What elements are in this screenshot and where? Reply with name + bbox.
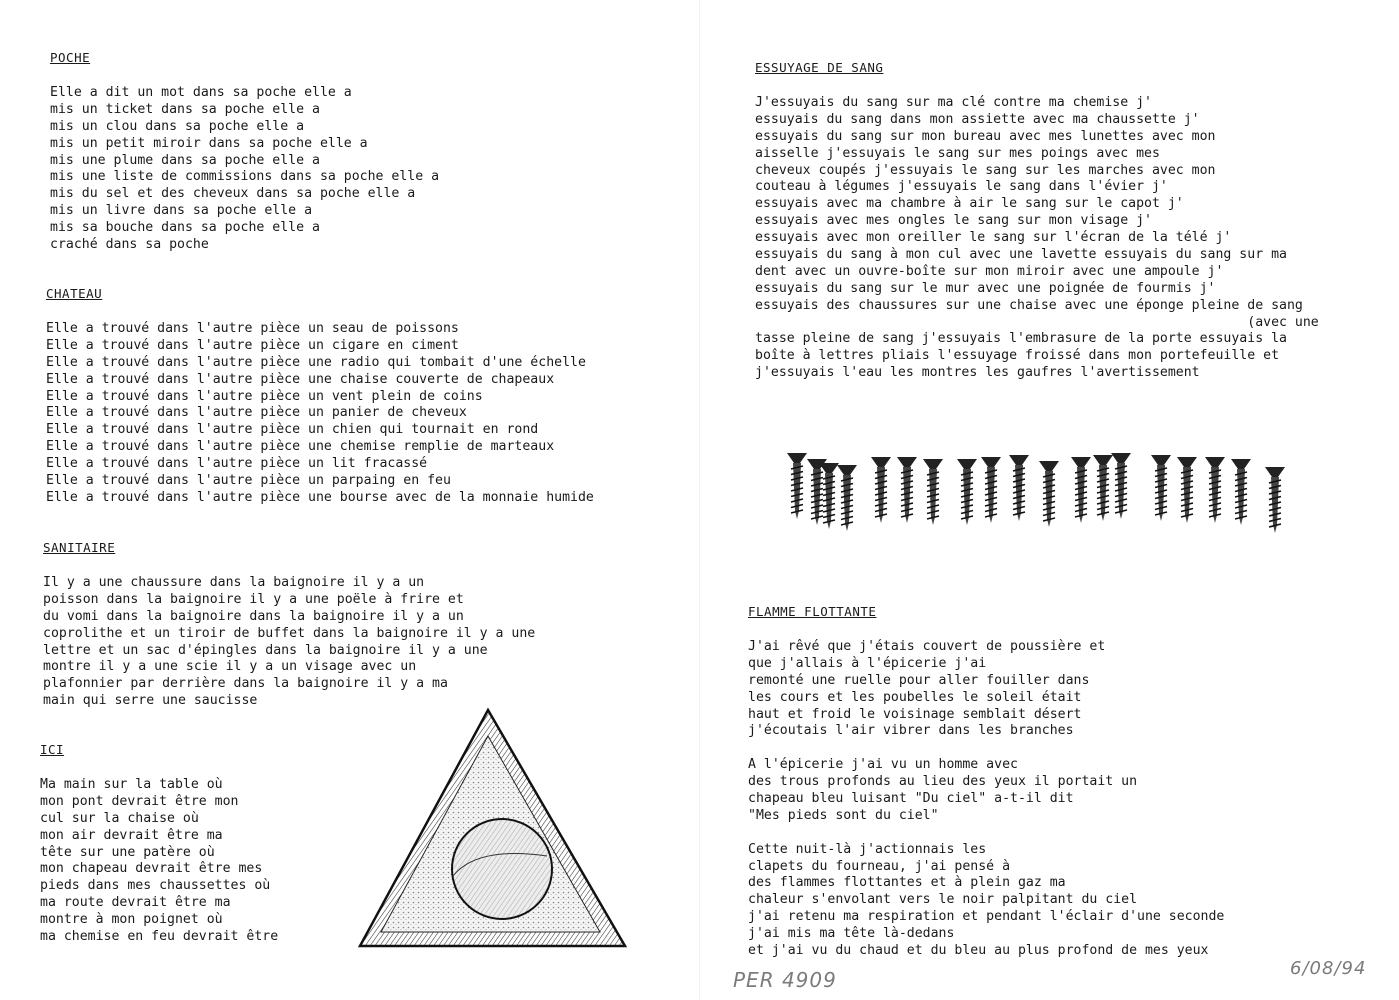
poem-line: j'essuyais l'eau les montres les gaufres l'avertissement [755, 365, 1200, 381]
poem-line: Elle a trouvé dans l'autre pièce un cigare en ciment [46, 337, 459, 353]
poem-lines-poche [50, 85, 439, 254]
poem-title-essuyage: ESSUYAGE DE SANG [755, 60, 884, 75]
stanza-gap [748, 825, 1224, 842]
screw-icon [837, 465, 857, 531]
screw-icon [1111, 453, 1131, 519]
poem-line: du vomi dans la baignoire dans la baignoire il y a un [43, 608, 464, 624]
poem-title-ici: ICI [40, 742, 65, 757]
screw-icon [1231, 459, 1251, 525]
poem-line: poisson dans la baignoire il y a une poële à frire et [43, 591, 464, 607]
handwritten-date: 6/08/94 [1290, 958, 1367, 979]
screw-icon [897, 457, 917, 523]
triangle-sphere-illustration [357, 706, 629, 950]
poem-line: coprolithe et un tiroir de buffet dans la baignoire il y a une [43, 625, 536, 641]
stanza-gap [748, 740, 1224, 757]
poem-line: essuyais du sang à mon cul avec une lavette essuyais du sang sur ma [755, 247, 1287, 263]
poem-line: Elle a trouvé dans l'autre pièce une bourse avec de la monnaie humide [46, 489, 594, 505]
poem-title-sanitaire: SANITAIRE [43, 540, 116, 555]
poem-line: ma chemise en feu devrait être [40, 929, 279, 945]
poem-line: boîte à lettres pliais l'essuyage froissé dans mon portefeuille et [755, 348, 1280, 364]
poem-line: "Mes pieds sont du ciel" [748, 807, 939, 823]
screw-icon [1093, 455, 1113, 521]
poem-line: chaleur s'envolant vers le noir palpitant du ciel [748, 892, 1138, 908]
poem-line: craché dans sa poche [50, 237, 209, 253]
poem-line: clapets du fourneau, j'ai pensé à [748, 858, 1011, 874]
poem-poche [50, 50, 439, 254]
poem-line: plafonnier par derrière dans la baignoire il y a ma [43, 676, 448, 692]
screw-icon [1265, 467, 1285, 533]
poem-line: Elle a trouvé dans l'autre pièce un lit fracassé [46, 456, 428, 472]
screw-icon [1039, 461, 1059, 527]
poem-line: ma route devrait être ma [40, 895, 231, 911]
poem-line: montre il y a une scie il y a un visage avec un [43, 659, 417, 675]
poem-title-chateau: CHATEAU [46, 286, 103, 301]
poem-title-flamme: FLAMME FLOTTANTE [748, 604, 877, 619]
poem-line: main qui serre une saucisse [43, 693, 258, 709]
poem-title-poche: POCHE [50, 50, 91, 65]
poem-line: les cours et les poubelles le soleil était [748, 689, 1082, 705]
handwritten-call-number: PER 4909 [733, 968, 837, 992]
poem-lines-essuyage [755, 95, 1319, 382]
screw-icon [871, 457, 891, 523]
poem-line: dent avec un ouvre-boîte sur mon miroir avec une ampoule j' [755, 263, 1224, 279]
poem-line: mis une plume dans sa poche elle a [50, 152, 320, 168]
poem-line: cheveux coupés j'essuyais le sang sur les marches avec mon [755, 162, 1216, 178]
poem-line: mon chapeau devrait être mes [40, 861, 263, 877]
poem-line: j'écoutais l'air vibrer dans les branches [748, 723, 1074, 739]
poem-line: essuyais des chaussures sur une chaise avec une éponge pleine de sang [755, 297, 1303, 313]
poem-line: mis un petit miroir dans sa poche elle a [50, 135, 368, 151]
poem-line: que j'allais à l'épicerie j'ai [748, 655, 987, 671]
screw-icon [1205, 457, 1225, 523]
poem-line: essuyais du sang dans mon assiette avec ma chaussette j' [755, 111, 1200, 127]
poem-line: Elle a trouvé dans l'autre pièce une chaise couverte de chapeaux [46, 371, 555, 387]
poem-line: Elle a dit un mot dans sa poche elle a [50, 85, 352, 100]
poem-line: Elle a trouvé dans l'autre pièce une radio qui tombait d'une échelle [46, 354, 586, 370]
poem-line: Cette nuit-là j'actionnais les [748, 841, 987, 857]
poem-line: essuyais avec mes ongles le sang sur mon visage j' [755, 213, 1152, 229]
poem-line: j'ai mis ma tête là-dedans [748, 926, 955, 942]
poem-line: essuyais du sang sur mon bureau avec mes lunettes avec mon [755, 128, 1216, 144]
poem-line: mis un ticket dans sa poche elle a [50, 101, 320, 117]
poem-line: tête sur une patère où [40, 844, 215, 860]
poem-line: (avec une [755, 314, 1319, 330]
poem-line: haut et froid le voisinage semblait désert [748, 706, 1082, 722]
poem-line: mis un livre dans sa poche elle a [50, 203, 313, 219]
poem-sanitaire [43, 540, 535, 710]
poem-line: Il y a une chaussure dans la baignoire il y a un [43, 575, 425, 590]
poem-line: montre à mon poignet où [40, 912, 223, 928]
poem-line: mon air devrait être ma [40, 827, 223, 843]
poem-line: J'ai rêvé que j'étais couvert de poussière et [748, 639, 1106, 654]
poem-line: des trous profonds au lieu des yeux il portait un [748, 774, 1138, 790]
poem-line: j'ai retenu ma respiration et pendant l'éclair d'une seconde [748, 909, 1225, 925]
poem-line: mis un clou dans sa poche elle a [50, 118, 305, 134]
screw-icon [957, 459, 977, 525]
screw-icon [1151, 455, 1171, 521]
screw-icon [787, 453, 807, 519]
poem-line: lettre et un sac d'épingles dans la baignoire il y a une [43, 642, 488, 658]
poem-lines-flamme [748, 639, 1224, 960]
screws-illustration [785, 445, 1305, 545]
poem-line: mis une liste de commissions dans sa poche elle a [50, 169, 440, 185]
poem-line: Ma main sur la table où [40, 777, 223, 792]
poem-line: mis sa bouche dans sa poche elle a [50, 220, 320, 236]
screw-icon [1177, 457, 1197, 523]
poem-line: A l'épicerie j'ai vu un homme avec [748, 757, 1018, 773]
poem-line: mon pont devrait être mon [40, 793, 239, 809]
poem-lines-sanitaire [43, 575, 535, 710]
poem-line: Elle a trouvé dans l'autre pièce un panier de cheveux [46, 405, 467, 421]
poem-line: et j'ai vu du chaud et du bleu au plus profond de mes yeux [748, 943, 1209, 959]
poem-lines-chateau [46, 321, 594, 507]
poem-line: des flammes flottantes et à plein gaz ma [748, 875, 1066, 891]
poem-line: aisselle j'essuyais le sang sur mes poings avec mes [755, 145, 1160, 161]
poem-line: Elle a trouvé dans l'autre pièce un vent plein de coins [46, 388, 483, 404]
poem-line: J'essuyais du sang sur ma clé contre ma chemise j' [755, 95, 1152, 110]
poem-line: Elle a trouvé dans l'autre pièce un parpaing en feu [46, 473, 451, 489]
poem-line: Elle a trouvé dans l'autre pièce une chemise remplie de marteaux [46, 439, 555, 455]
poem-flamme [748, 604, 1224, 960]
poem-line: chapeau bleu luisant "Du ciel" a-t-il dit [748, 791, 1074, 807]
poem-line: Elle a trouvé dans l'autre pièce un chien qui tournait en rond [46, 422, 539, 438]
poem-line: essuyais avec ma chambre à air le sang sur le capot j' [755, 196, 1184, 212]
poem-line: couteau à légumes j'essuyais le sang dans l'évier j' [755, 179, 1168, 195]
poem-line: essuyais du sang sur le mur avec une poignée de fourmis j' [755, 280, 1216, 296]
poem-line: tasse pleine de sang j'essuyais l'embrasure de la porte essuyais la [755, 331, 1287, 347]
poem-line: remonté une ruelle pour aller fouiller dans [748, 672, 1090, 688]
screw-icon [1071, 457, 1091, 523]
poem-line: mis du sel et des cheveux dans sa poche elle a [50, 186, 416, 202]
screw-icon [1009, 455, 1029, 521]
poem-line: cul sur la chaise où [40, 810, 199, 826]
poem-lines-ici [40, 777, 278, 946]
poem-ici [40, 742, 278, 946]
poem-line: pieds dans mes chaussettes où [40, 878, 271, 894]
poem-essuyage [755, 60, 1319, 382]
poem-chateau [46, 286, 594, 507]
screw-icon [981, 457, 1001, 523]
screw-icon [923, 459, 943, 525]
poem-line: essuyais avec mon oreiller le sang sur l'écran de la télé j' [755, 230, 1232, 246]
poem-line: Elle a trouvé dans l'autre pièce un seau de poissons [46, 321, 459, 336]
